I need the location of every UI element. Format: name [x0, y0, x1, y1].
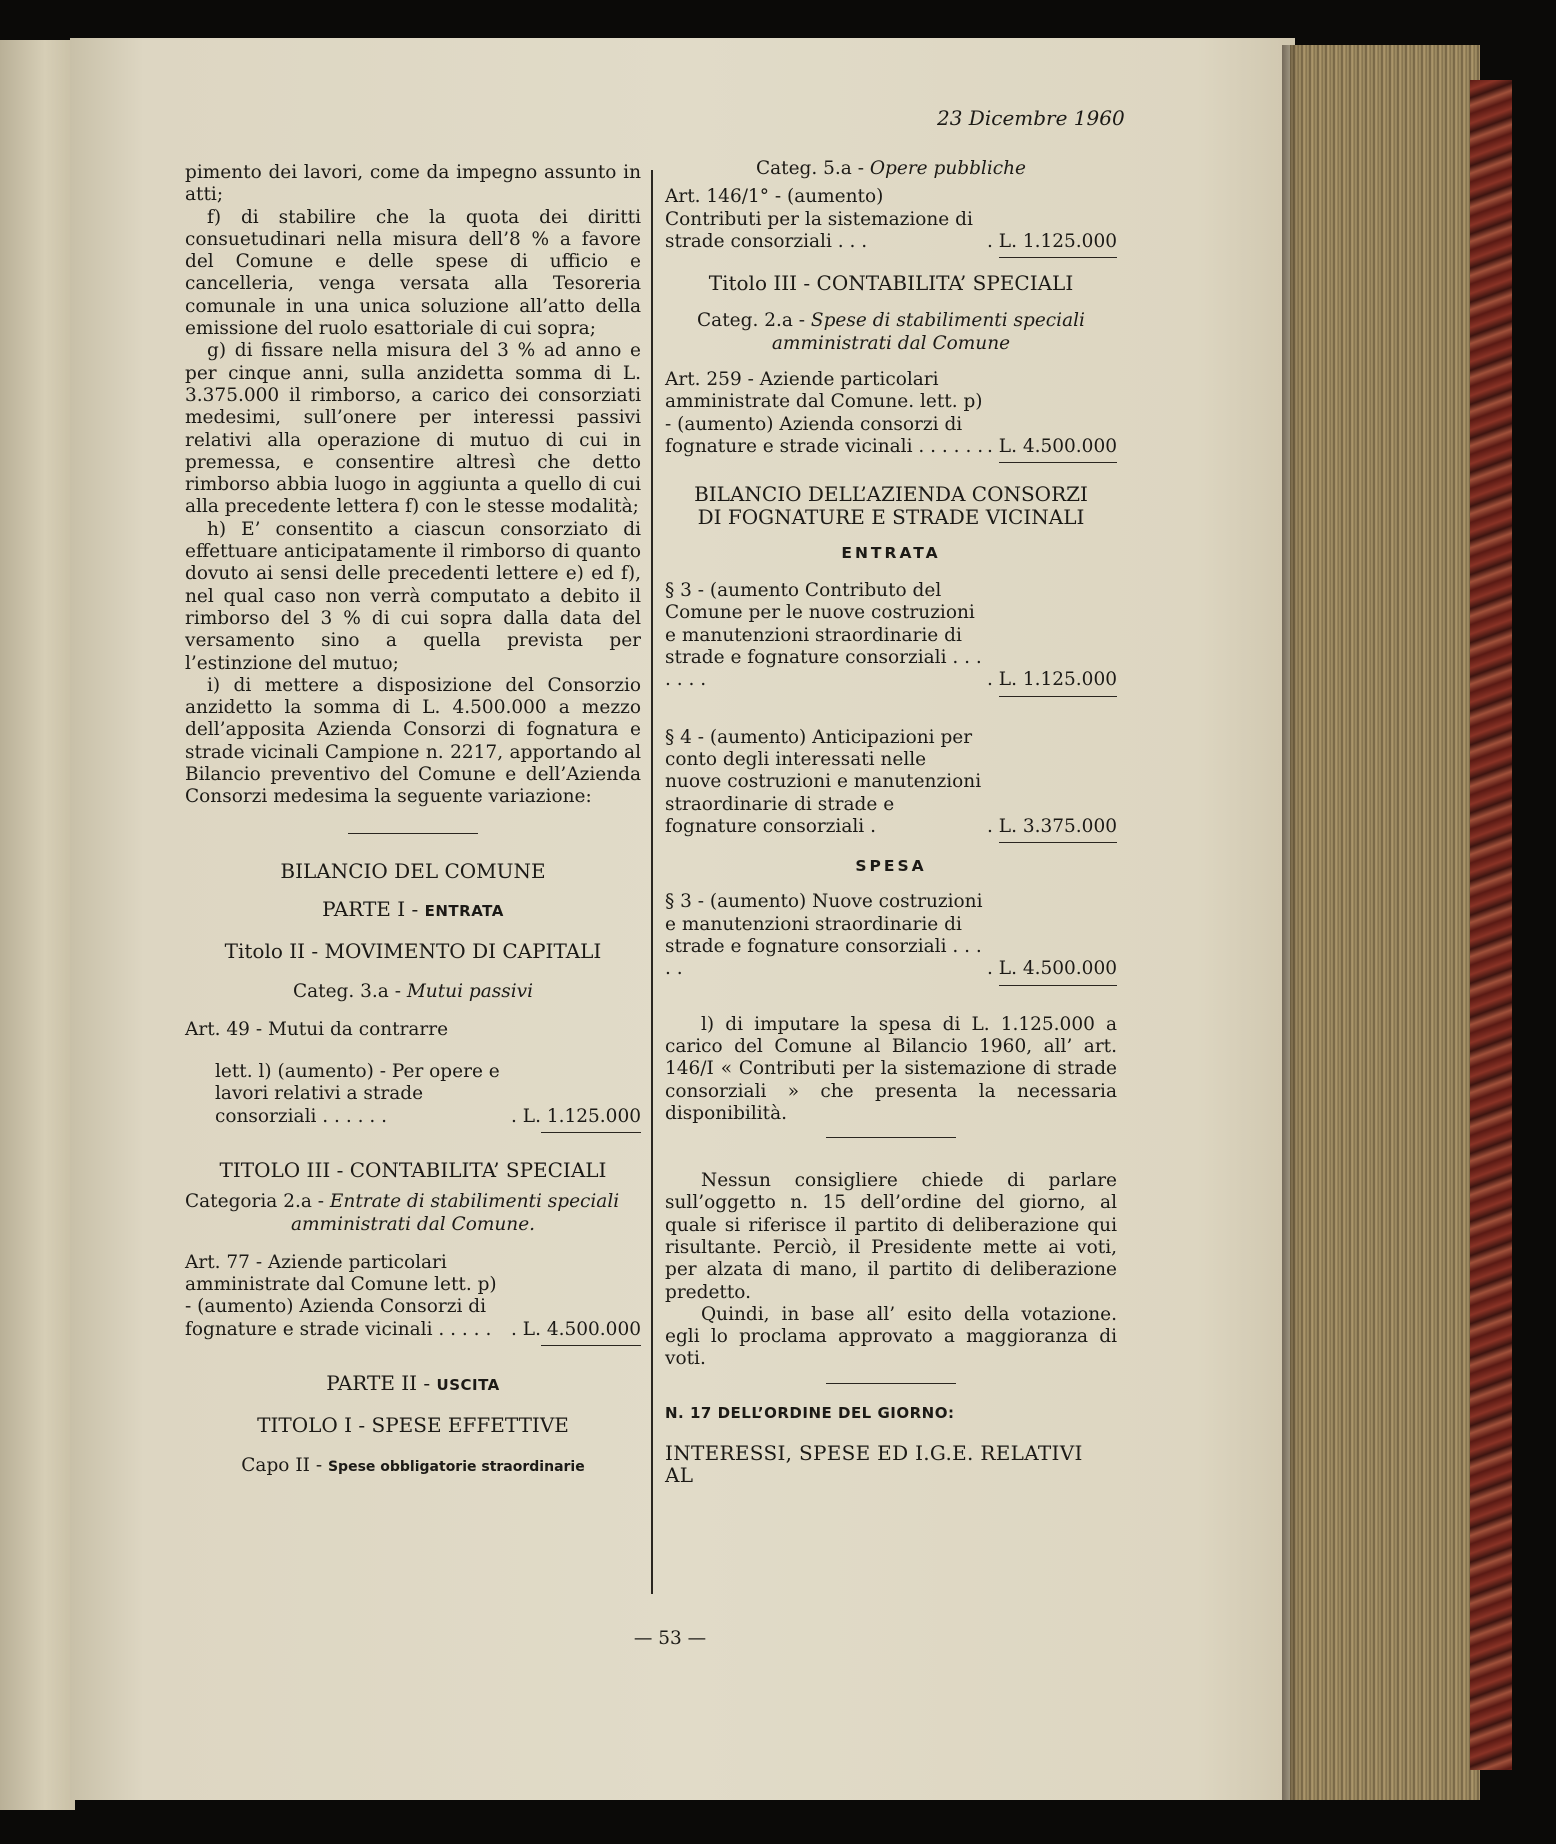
left-column — [185, 162, 641, 1478]
n17-heading: N. 17 DELL’ORDINE DEL GIORNO: — [665, 1403, 955, 1422]
s3-text: § 3 - (aumento Contributo del Comune per le nuove costruzioni e manutenzioni straordinarie di strade e fognature consorziali . . . . . . . — [665, 580, 982, 691]
categ3-heading — [185, 981, 641, 1003]
capo2-title: Spese obbligatorie straordinarie — [327, 1458, 585, 1475]
bilancio-azienda-title-1: BILANCIO DELL’AZIENDA CONSORZI — [694, 482, 1088, 507]
s4-amount: . L. 3.375.000 — [987, 815, 1117, 837]
s3b-text: § 3 - (aumento) Nuove costruzioni e manutenzioni straordinarie di strade e fognature consorziali . . . . . — [665, 891, 983, 980]
art259-text: Art. 259 - Aziende particolari amministrate dal Comune. lett. p) - (aumento) Azienda consorzi di fognature e strade vicinali . . . . . . — [665, 369, 984, 457]
paragraph-quindi: Quindi, in base all’ esito della votazione. egli lo proclama approvato a maggioranza di voti. — [665, 1303, 1117, 1370]
page-date: 23 Dicembre 1960 — [937, 106, 1125, 130]
capo2-label: Capo II - — [241, 1454, 323, 1476]
titolo3-heading: TITOLO III - CONTABILITA’ SPECIALI — [219, 1157, 607, 1182]
page-number: — 53 — — [633, 1628, 707, 1649]
art259-amount: . L. 4.500.000 — [987, 435, 1117, 457]
lett1-entry — [185, 1061, 641, 1128]
categ5-label: Categ. 5.a - — [755, 158, 864, 179]
s3-entry — [665, 580, 1117, 691]
parte1-heading — [185, 898, 641, 922]
categ2-title: Spese di stabilimenti speciali — [810, 310, 1085, 332]
categ3-label: Categ. 3.a - — [292, 980, 401, 1002]
titolo2-heading: Titolo II - MOVIMENTO DI CAPITALI — [224, 939, 602, 964]
art146-entry — [665, 186, 1117, 253]
parte2-uscita: USCITA — [436, 1376, 500, 1395]
titolo1-heading: TITOLO I - SPESE EFFETTIVE — [257, 1413, 569, 1438]
parte1-entrata: ENTRATA — [424, 901, 504, 920]
categoria2-heading — [185, 1191, 641, 1213]
paragraph-imputare: l) di imputare la spesa di L. 1.125.000 a carico del Comune al Bilancio 1960, all’ art. 146/I « Contributi per la sistemazione di strade consorziali » che presenta la necessaria disponibilità. — [665, 1013, 1117, 1124]
page-shadow — [1282, 45, 1300, 1800]
parte1-label: PARTE I - — [322, 896, 419, 921]
lett1-text: lett. l) (aumento) - Per opere e lavori relativi a strade consorziali . . . . . . — [215, 1061, 500, 1127]
paragraph: f) di stabilire che la quota dei diritti consuetudinari nella misura dell’8 % a favore del Comune e delle spese di ufficio e cancelleria, venga versata alla Tesoreria comunale in una unica soluzione all’atto della emissione del ruolo esattoriale di cui sopra; — [185, 206, 641, 340]
paragraph: h) E’ consentito a ciascun consorziato di effettuare anticipatamente il rimborso di quanto dovuto ai sensi delle precedenti lettere e) ed f), nel qual caso non verrà computato a debito il rimborso del 3 % di cui sopra dalla data del versamento sino a quella prevista per l’estinzione del mutuo; — [185, 518, 641, 674]
art49-line: Art. 49 - Mutui da contrarre — [185, 1018, 449, 1040]
s3b-entry — [665, 891, 1117, 980]
spesa-heading: SPESA — [855, 857, 927, 876]
art146-amount: . L. 1.125.000 — [987, 230, 1117, 252]
paragraph: pimento dei lavori, come da impegno assunto in atti; — [185, 162, 641, 206]
categ2-label: Categ. 2.a - — [697, 310, 806, 332]
lett1-amount: . L. 1.125.000 — [511, 1105, 641, 1127]
page-edges — [1290, 45, 1480, 1800]
categ5-title: Opere pubbliche — [869, 158, 1026, 179]
entrata-heading: ENTRATA — [841, 543, 941, 562]
column-divider — [651, 170, 653, 1594]
titolo3-right-heading: Titolo III - CONTABILITA’ SPECIALI — [708, 271, 1074, 296]
s3b-amount: . L. 4.500.000 — [987, 958, 1117, 980]
art77-entry — [185, 1252, 641, 1341]
paragraph-nessun: Nessun consigliere chiede di parlare sull’oggetto n. 15 dell’ordine del giorno, al quale si riferisce il partito di deliberazione qui risultante. Perciò, il Presidente mette ai voti, per alzata di mano, il partito di deliberazione predetto. — [665, 1170, 1117, 1303]
capo2-heading — [185, 1455, 641, 1478]
art259-entry — [665, 369, 1117, 458]
categ2-heading — [665, 310, 1117, 332]
art146-text: Art. 146/1° - (aumento) Contributi per la sistemazione di strade consorziali . . . — [665, 186, 973, 252]
categoria2-title: Entrate di stabilimenti speciali — [329, 1191, 620, 1213]
paragraph: i) di mettere a disposizione del Consorzio anzidetto la somma di L. 4.500.000 a mezzo dell’apposita Azienda Consorzi di fognatura e strade vicinali Campione n. 2217, apportando al Bilancio preventivo del Comune e dell’Azienda Consorzi medesima la seguente variazione: — [185, 674, 641, 808]
parte2-label: PARTE II - — [326, 1371, 431, 1396]
s3-amount: . L. 1.125.000 — [987, 669, 1117, 691]
s4-entry — [665, 727, 1117, 838]
marbled-cover — [1470, 80, 1512, 1770]
s4-text: § 4 - (aumento) Anticipazioni per conto degli interessati nelle nuove costruzioni e manutenzioni straordinarie di strade e fognature consorziali . — [665, 726, 982, 837]
bilancio-azienda-title-2: DI FOGNATURE E STRADE VICINALI — [697, 504, 1085, 529]
right-column — [665, 158, 1117, 1487]
interessi-heading: INTERESSI, SPESE ED I.G.E. RELATIVI AL — [665, 1441, 1083, 1488]
facing-page-edge — [0, 40, 75, 1810]
paragraph: g) di fissare nella misura del 3 % ad anno e per cinque anni, sulla anzidetta somma di L. 3.375.000 il rimborso, a carico dei consorziati medesimi, sull’onere per interessi passivi relativi alla operazione di mutuo di cui in premessa, e consentire altresì che detto rimborso abbia luogo in aggiunta a quello di cui alla precedente lettera f) con le stesse modalità; — [185, 340, 641, 518]
categ3-title: Mutui passivi — [406, 980, 534, 1002]
bilancio-comune-title: BILANCIO DEL COMUNE — [280, 858, 546, 883]
categ5-heading — [665, 158, 1117, 180]
art77-amount: . L. 4.500.000 — [511, 1318, 641, 1340]
categoria2-subtitle: amministrati dal Comune. — [290, 1213, 536, 1235]
art77-text: Art. 77 - Aziende particolari amministrate dal Comune lett. p) - (aumento) Azienda Consorzi di fognature e strade vicinali . . . . . — [185, 1251, 497, 1340]
parte2-heading — [185, 1372, 641, 1396]
categ2-subtitle: amministrati dal Comune — [771, 332, 1011, 354]
categoria2-label: Categoria 2.a - — [185, 1191, 325, 1213]
